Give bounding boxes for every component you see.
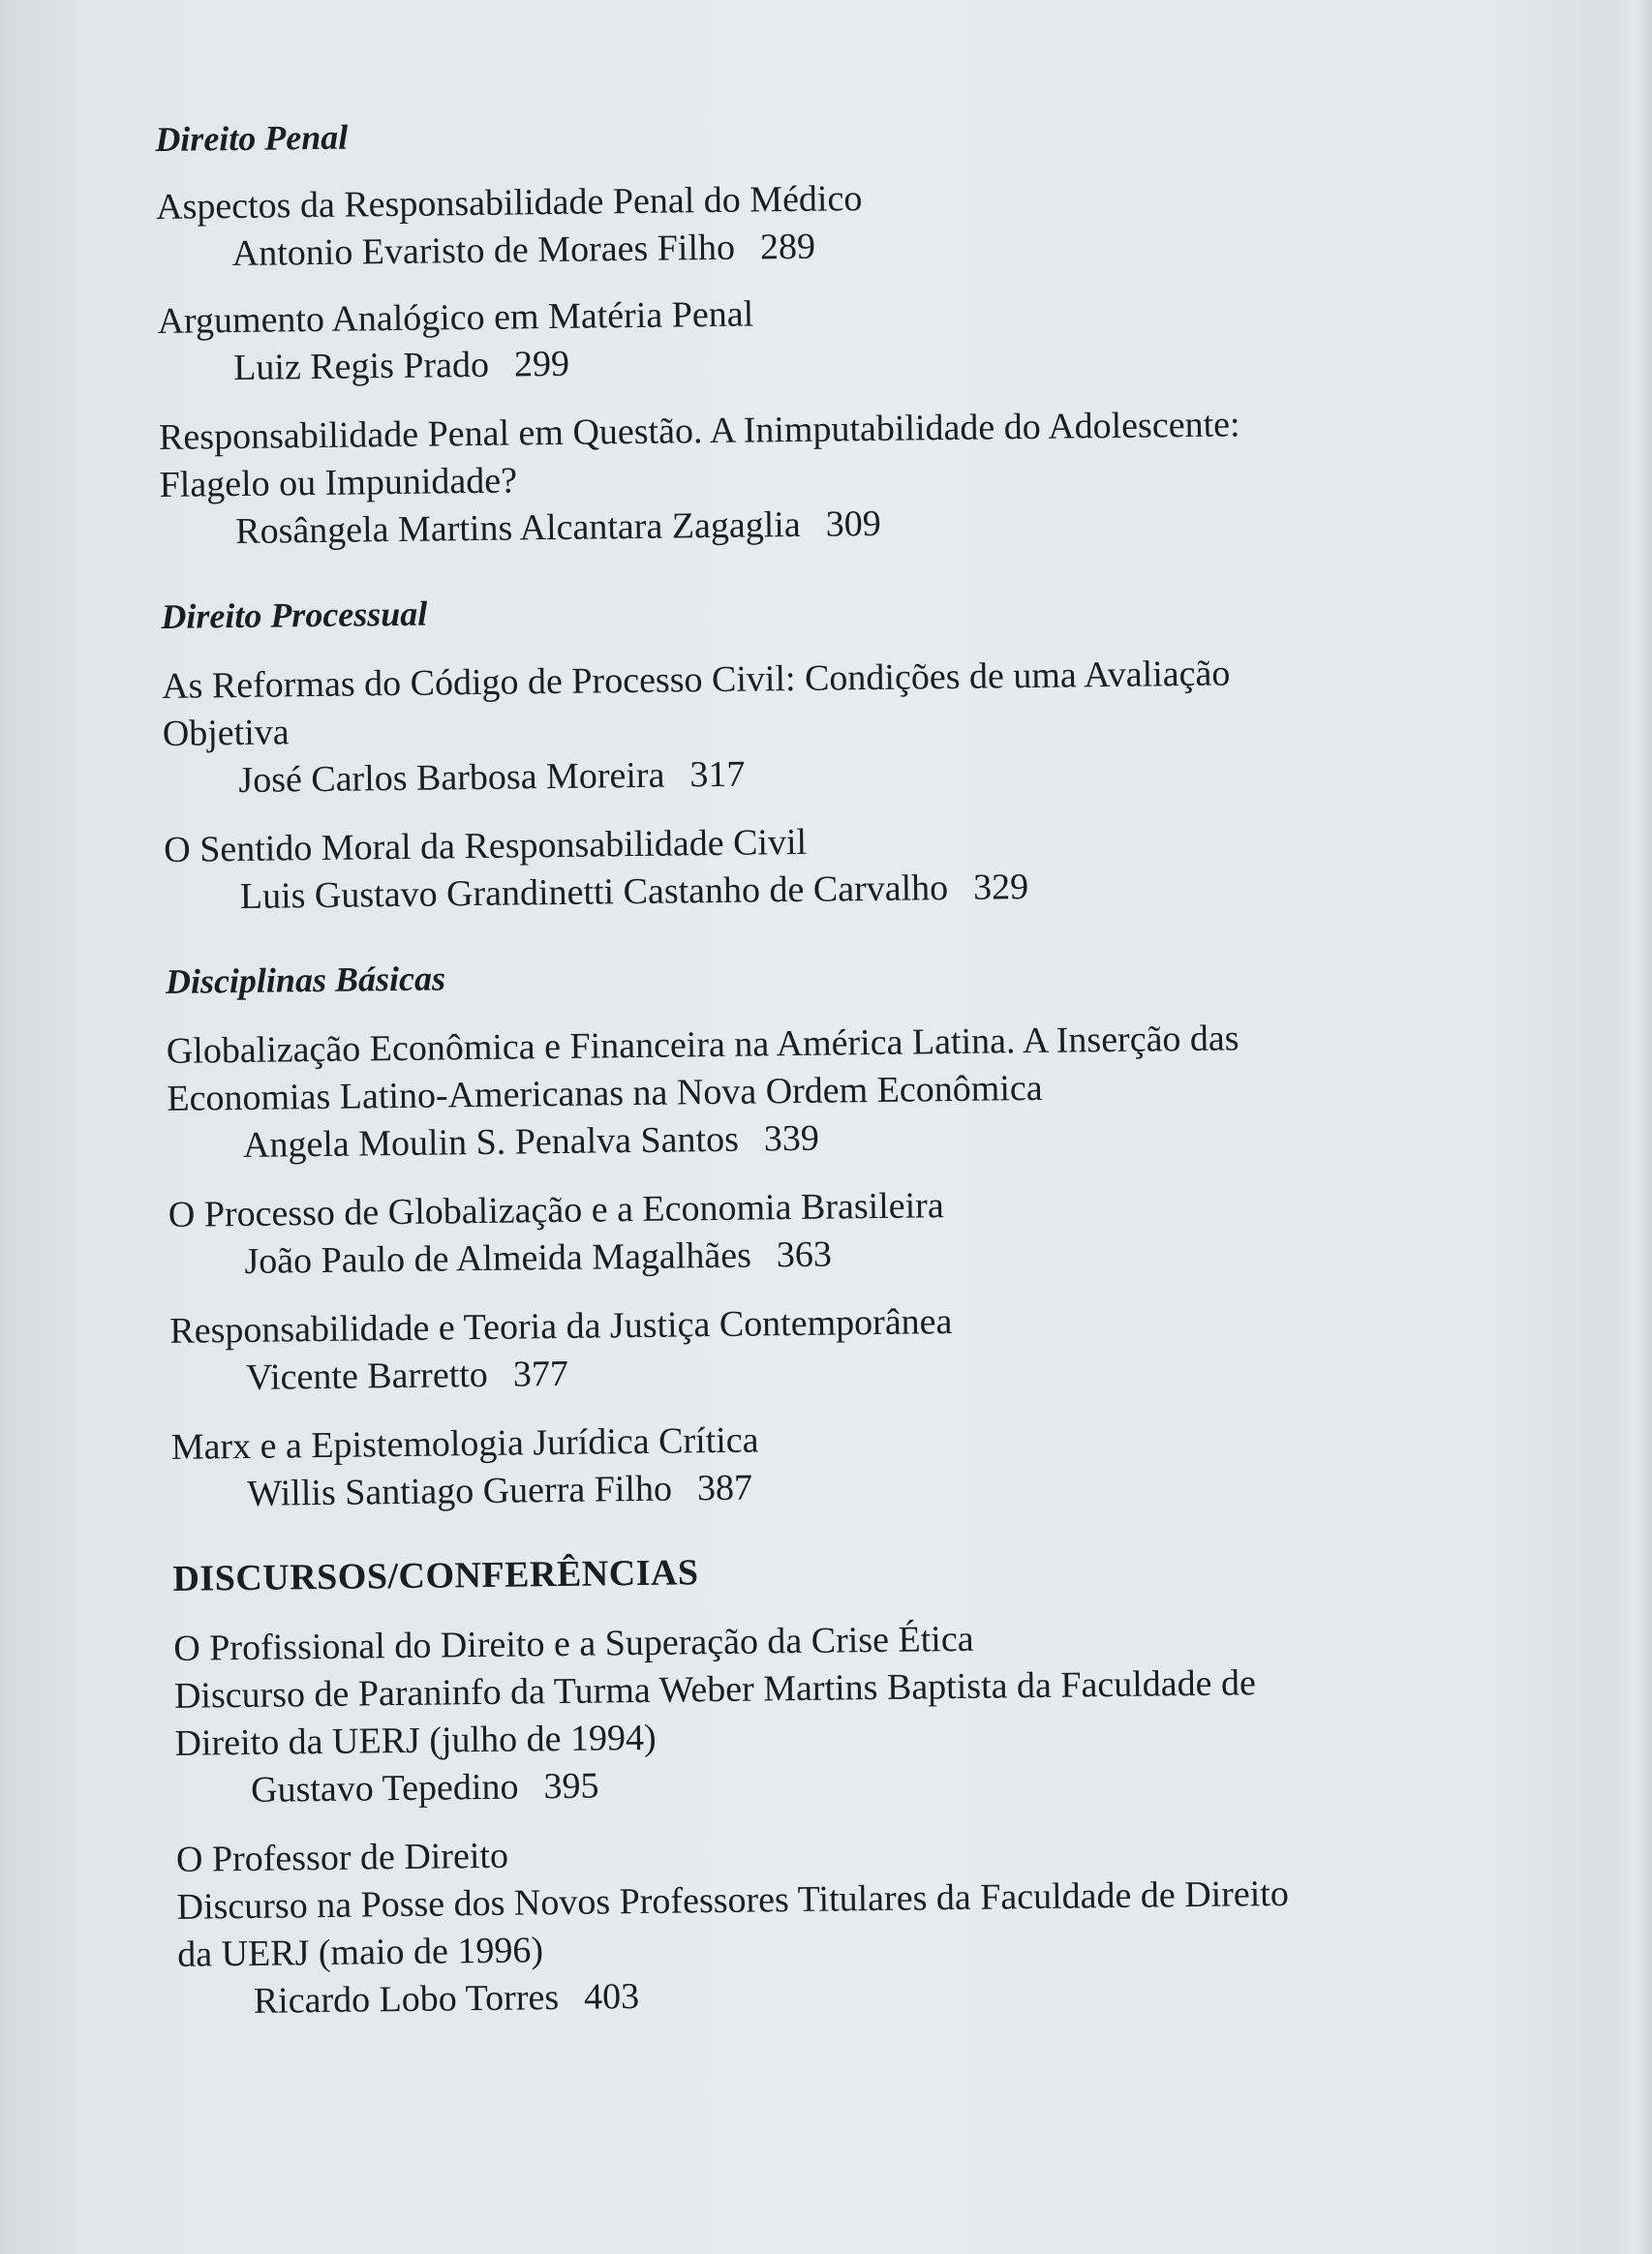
entry-title: O Profissional do Direito e a Superação da Crise Ética [173, 1618, 974, 1669]
entry-author: Luis Gustavo Grandinetti Castanho de Carvalho [239, 868, 949, 917]
section-disciplinas-basicas [166, 942, 1547, 1519]
entry-page-number: 403 [583, 1976, 640, 2018]
entry-page-number: 395 [543, 1765, 599, 1808]
entry-page-number: 377 [512, 1353, 569, 1395]
entry-page-number: 299 [513, 343, 570, 385]
entry-title-continued: Economias Latino-Americanas na Nova Ordem Econômica [167, 1067, 1043, 1119]
entry-author: Gustavo Tepedino [250, 1766, 519, 1811]
entry-page-number: 339 [763, 1117, 820, 1160]
section-title: DISCURSOS/CONFERÊNCIAS [172, 1552, 699, 1599]
entry-title-continued: Discurso de Paraninfo da Turma Weber Martins Baptista da Faculdade de [173, 1662, 1257, 1717]
entry-title: Marx e a Epistemologia Jurídica Crítica [170, 1419, 759, 1468]
section-title: Direito Penal [155, 117, 349, 159]
toc-entry [168, 1175, 1545, 1287]
entry-author: Vicente Barretto [245, 1354, 489, 1398]
entry-title: As Reformas do Código de Processo Civil: Condições de uma Avaliação [161, 653, 1231, 707]
entry-author: Antonio Evaristo de Moraes Filho [231, 227, 736, 275]
entry-title: Responsabilidade e Teoria da Justiça Contemporânea [169, 1301, 953, 1352]
toc-entry [169, 1292, 1545, 1403]
section-direito-penal [155, 100, 1535, 557]
entry-title: Aspectos da Responsabilidade Penal do Médico [155, 178, 863, 228]
entry-author: Angela Moulin S. Penalva Santos [242, 1118, 740, 1166]
entry-author: Luiz Regis Prado [232, 344, 490, 389]
entry-title-continued: da UERJ (maio de 1996) [176, 1930, 544, 1975]
toc-entry [171, 1408, 1547, 1519]
toc-entry [173, 1609, 1550, 1815]
entry-page-number: 329 [972, 867, 1029, 908]
entry-title: Responsabilidade Penal em Questão. A Inimputabilidade do Adolescente: [158, 404, 1240, 458]
entry-author: Willis Santiago Guerra Filho [247, 1468, 673, 1514]
entry-page-number: 309 [825, 503, 881, 545]
section-title: Disciplinas Básicas [165, 959, 446, 1001]
toc-entry [157, 282, 1533, 393]
section-title: Direito Processual [161, 594, 428, 636]
entry-author: Ricardo Lobo Torres [253, 1977, 560, 2022]
section-discursos-conferencias [172, 1539, 1553, 2026]
table-of-contents [155, 100, 1553, 2026]
entry-title-continued: Flagelo ou Impunidade? [159, 460, 518, 505]
entry-author: João Paulo de Almeida Magalhães [244, 1234, 752, 1282]
toc-entry [159, 398, 1536, 557]
toc-entry [164, 810, 1540, 922]
entry-title: O Processo de Globalização e a Economia Brasileira [168, 1185, 944, 1235]
entry-author: Rosângela Martins Alcantara Zagaglia [234, 503, 801, 553]
entry-page-number: 289 [759, 226, 816, 268]
entry-title: Argumento Analógico em Matéria Penal [157, 293, 754, 342]
toc-entry [176, 1820, 1553, 2026]
toc-entry [162, 647, 1539, 806]
entry-title: O Professor de Direito [175, 1835, 509, 1880]
entry-title: Globalização Econômica e Financeira na América Latina. A Inserção das [166, 1018, 1239, 1072]
entry-title: O Sentido Moral da Responsabilidade Civil [164, 821, 808, 870]
entry-page-number: 363 [776, 1234, 833, 1276]
entry-page-number: 387 [696, 1467, 753, 1509]
toc-entry [167, 1012, 1544, 1171]
page-edge-shadow [1613, 0, 1652, 2254]
entry-title-continued: Objetiva [162, 712, 290, 754]
entry-page-number: 317 [689, 753, 746, 796]
entry-author: José Carlos Barbosa Moreira [238, 754, 665, 801]
toc-entry [156, 168, 1532, 279]
entry-title-continued: Direito da UERJ (julho de 1994) [174, 1717, 657, 1764]
entry-title-continued: Discurso na Posse dos Novos Professores Titulares da Faculdade de Direito [176, 1873, 1290, 1928]
section-direito-processual [161, 577, 1540, 922]
